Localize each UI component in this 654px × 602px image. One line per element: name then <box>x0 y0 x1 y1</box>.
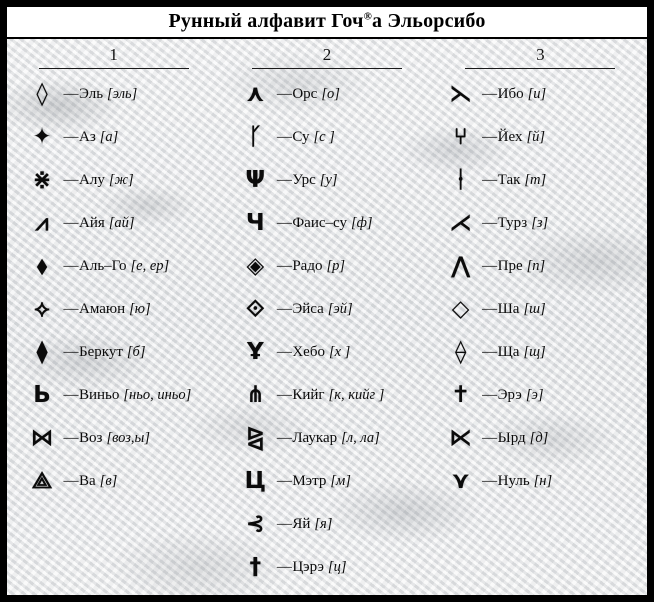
rune-sound: [ю] <box>129 301 151 317</box>
rune-entry <box>434 159 647 202</box>
rune-column-3 <box>434 73 647 589</box>
dash: — <box>276 387 292 403</box>
rune-name: Фаис–су <box>292 215 347 231</box>
rune-glyph: ⧎ <box>245 425 265 451</box>
rune-glyph: ⋌ <box>449 210 473 236</box>
column-number-1: 1 <box>109 45 118 64</box>
rune-name: Воз <box>79 430 103 446</box>
rune-glyph: ◊ <box>36 81 48 107</box>
registered-mark: ® <box>363 10 372 23</box>
rune-sound: [я] <box>314 516 333 532</box>
rune-name: Эрэ <box>497 387 522 403</box>
rune-name: Йех <box>497 129 523 145</box>
rune-entry <box>434 331 647 374</box>
rune-entry <box>220 288 433 331</box>
marble-sheet <box>7 39 647 595</box>
rune-glyph: ⋎ <box>451 468 470 494</box>
rune-name: Нуль <box>497 473 530 489</box>
rune-glyph: ⊰ <box>245 511 265 537</box>
rune-glyph: ✦ <box>32 124 52 150</box>
rune-name: Мэтр <box>292 473 327 489</box>
dash: — <box>482 215 498 231</box>
rune-sound: [л, ла] <box>341 430 380 446</box>
dash: — <box>482 301 498 317</box>
rune-entry <box>220 202 433 245</box>
rune-glyph: ⋉ <box>449 425 473 451</box>
rune-sound: [к, кийг ] <box>328 387 385 403</box>
rune-entry <box>220 116 433 159</box>
rune-column-2 <box>220 73 433 589</box>
rune-entry <box>7 374 220 417</box>
rune-entry <box>7 331 220 374</box>
rune-glyph: Ұ <box>247 339 264 365</box>
dash: — <box>482 344 498 360</box>
rune-glyph: ⋇ <box>32 167 52 193</box>
page-title <box>168 10 485 32</box>
rune-glyph: ⋀ <box>450 253 471 279</box>
dash: — <box>63 86 79 102</box>
dash: — <box>482 473 498 489</box>
column-headers <box>7 39 647 69</box>
dash: — <box>63 387 79 403</box>
rune-name: Радо <box>292 258 323 274</box>
rune-entry <box>220 159 433 202</box>
rune-sound: [н] <box>533 473 553 489</box>
rune-entry <box>434 417 647 460</box>
rune-sound: [ф] <box>350 215 373 231</box>
title-text-before: Рунный алфавит Гоч <box>168 10 364 32</box>
column-header-1 <box>7 45 220 69</box>
rune-entry <box>434 116 647 159</box>
column-rule-2 <box>252 68 402 69</box>
rune-sound: [ньо, иньо] <box>123 387 192 403</box>
dash: — <box>482 129 498 145</box>
dash: — <box>63 344 79 360</box>
dash: — <box>482 387 498 403</box>
rune-glyph: ⋏ <box>245 81 265 107</box>
rune-entry <box>7 288 220 331</box>
rune-name: Кийг <box>292 387 325 403</box>
rune-sound: [ай] <box>108 215 135 231</box>
rune-column-1 <box>7 73 220 589</box>
rune-glyph: ◇ <box>451 296 470 322</box>
rune-sound: [ж] <box>108 172 134 188</box>
rune-entry <box>220 331 433 374</box>
rune-glyph: ⟠ <box>454 339 467 365</box>
rune-entry <box>220 417 433 460</box>
rune-name: Турз <box>497 215 528 231</box>
rune-glyph: ⟁ <box>31 468 53 494</box>
dash: — <box>276 215 292 231</box>
rune-name: Аль–Го <box>79 258 127 274</box>
rune-glyph: Ь <box>33 382 51 408</box>
rune-columns <box>7 69 647 589</box>
dash: — <box>276 473 292 489</box>
rune-sound: [ц] <box>327 559 347 575</box>
rune-glyph: ✝ <box>451 382 471 408</box>
rune-glyph: ᚽ <box>453 167 468 193</box>
rune-entry <box>7 116 220 159</box>
rune-sound: [о] <box>321 86 340 102</box>
rune-glyph: ⑂ <box>453 124 468 150</box>
dash: — <box>482 86 498 102</box>
rune-entry <box>220 546 433 589</box>
dash: — <box>276 559 292 575</box>
dash: — <box>276 301 292 317</box>
rune-name: Беркут <box>79 344 123 360</box>
rune-entry <box>7 202 220 245</box>
rune-entry <box>434 245 647 288</box>
rune-name: Алу <box>79 172 105 188</box>
rune-sound: [щ] <box>523 344 546 360</box>
rune-sound: [п] <box>526 258 546 274</box>
rune-entry <box>7 417 220 460</box>
rune-sound: [й] <box>526 129 545 145</box>
rune-sound: [и] <box>527 86 547 102</box>
rune-sound: [з] <box>531 215 549 231</box>
rune-entry <box>220 245 433 288</box>
dash: — <box>482 258 498 274</box>
rune-name: Ша <box>497 301 520 317</box>
rune-glyph: ᚴ <box>248 124 263 150</box>
rune-sound: [ш] <box>523 301 546 317</box>
rune-glyph: ⟐ <box>246 296 265 322</box>
rune-glyph: ⟡ <box>34 296 50 322</box>
rune-name: Ща <box>497 344 520 360</box>
rune-sound: [эль] <box>107 86 138 102</box>
title-bar <box>7 7 647 39</box>
rune-sound: [е, ер] <box>130 258 170 274</box>
rune-name: Лаукар <box>292 430 338 446</box>
dash: — <box>63 258 79 274</box>
rune-entry <box>220 503 433 546</box>
rune-sound: [б] <box>126 344 146 360</box>
rune-sound: [у] <box>319 172 338 188</box>
rune-name: Су <box>292 129 310 145</box>
rune-sound: [воз,ы] <box>106 430 150 446</box>
column-header-3 <box>434 45 647 69</box>
rune-sound: [а] <box>99 129 119 145</box>
rune-glyph: ⋈ <box>30 425 54 451</box>
rune-name: Яй <box>292 516 311 532</box>
rune-name: Ибо <box>497 86 524 102</box>
column-number-2: 2 <box>322 45 332 64</box>
rune-name: Эль <box>79 86 104 102</box>
rune-name: Хебо <box>292 344 325 360</box>
rune-sound: [эй] <box>327 301 353 317</box>
rune-sound: [х ] <box>328 344 351 360</box>
rune-entry <box>434 288 647 331</box>
rune-name: Виньо <box>79 387 120 403</box>
rune-glyph: † <box>249 554 262 580</box>
rune-glyph: ⋋ <box>449 81 473 107</box>
rune-name: Так <box>497 172 521 188</box>
rune-entry <box>7 245 220 288</box>
rune-sound: [т] <box>524 172 547 188</box>
rune-name: Амаюн <box>79 301 126 317</box>
rune-glyph: Ц <box>244 468 266 494</box>
rune-sound: [в] <box>99 473 118 489</box>
rune-sound: [д] <box>529 430 549 446</box>
rune-name: Цэрэ <box>292 559 324 575</box>
dash: — <box>63 473 79 489</box>
rune-name: Ырд <box>497 430 526 446</box>
dash: — <box>482 430 498 446</box>
dash: — <box>63 129 79 145</box>
rune-glyph: Ψ <box>245 167 266 193</box>
dash: — <box>276 258 292 274</box>
column-number-3: 3 <box>536 45 545 64</box>
dash: — <box>482 172 498 188</box>
dash: — <box>63 172 79 188</box>
rune-glyph: Ч <box>246 210 265 236</box>
rune-entry <box>7 73 220 116</box>
rune-name: Ва <box>79 473 96 489</box>
rune-entry <box>434 460 647 503</box>
rune-sound: [м] <box>330 473 351 489</box>
rune-entry <box>434 73 647 116</box>
dash: — <box>276 344 292 360</box>
rune-entry <box>434 202 647 245</box>
rune-entry <box>220 460 433 503</box>
rune-glyph: ◈ <box>246 253 265 279</box>
rune-glyph: ⩘ <box>35 210 49 236</box>
rune-name: Эйса <box>292 301 324 317</box>
rune-sound: [э] <box>525 387 544 403</box>
dash: — <box>276 172 292 188</box>
dash: — <box>276 129 292 145</box>
rune-glyph: ⋔ <box>245 382 265 408</box>
rune-sound: [с ] <box>313 129 335 145</box>
rune-entry <box>220 374 433 417</box>
rune-glyph: ⬧ <box>36 253 48 279</box>
rune-name: Пре <box>497 258 523 274</box>
dash: — <box>276 516 292 532</box>
rune-name: Аз <box>79 129 96 145</box>
rune-name: Урс <box>292 172 316 188</box>
rune-entry <box>434 374 647 417</box>
dash: — <box>63 301 79 317</box>
column-header-2 <box>220 45 433 69</box>
column-rule-1 <box>39 68 189 69</box>
rune-glyph: ⧫ <box>36 339 48 365</box>
dash: — <box>63 430 79 446</box>
dash: — <box>63 215 79 231</box>
title-text-after: а Эльорсибо <box>371 10 486 32</box>
rune-name: Айя <box>79 215 105 231</box>
dash: — <box>276 86 292 102</box>
column-rule-3 <box>465 68 615 69</box>
dash: — <box>276 430 292 446</box>
rune-sound: [р] <box>326 258 346 274</box>
rune-entry <box>7 460 220 503</box>
rune-entry <box>7 159 220 202</box>
rune-name: Орс <box>292 86 318 102</box>
rune-entry <box>220 73 433 116</box>
